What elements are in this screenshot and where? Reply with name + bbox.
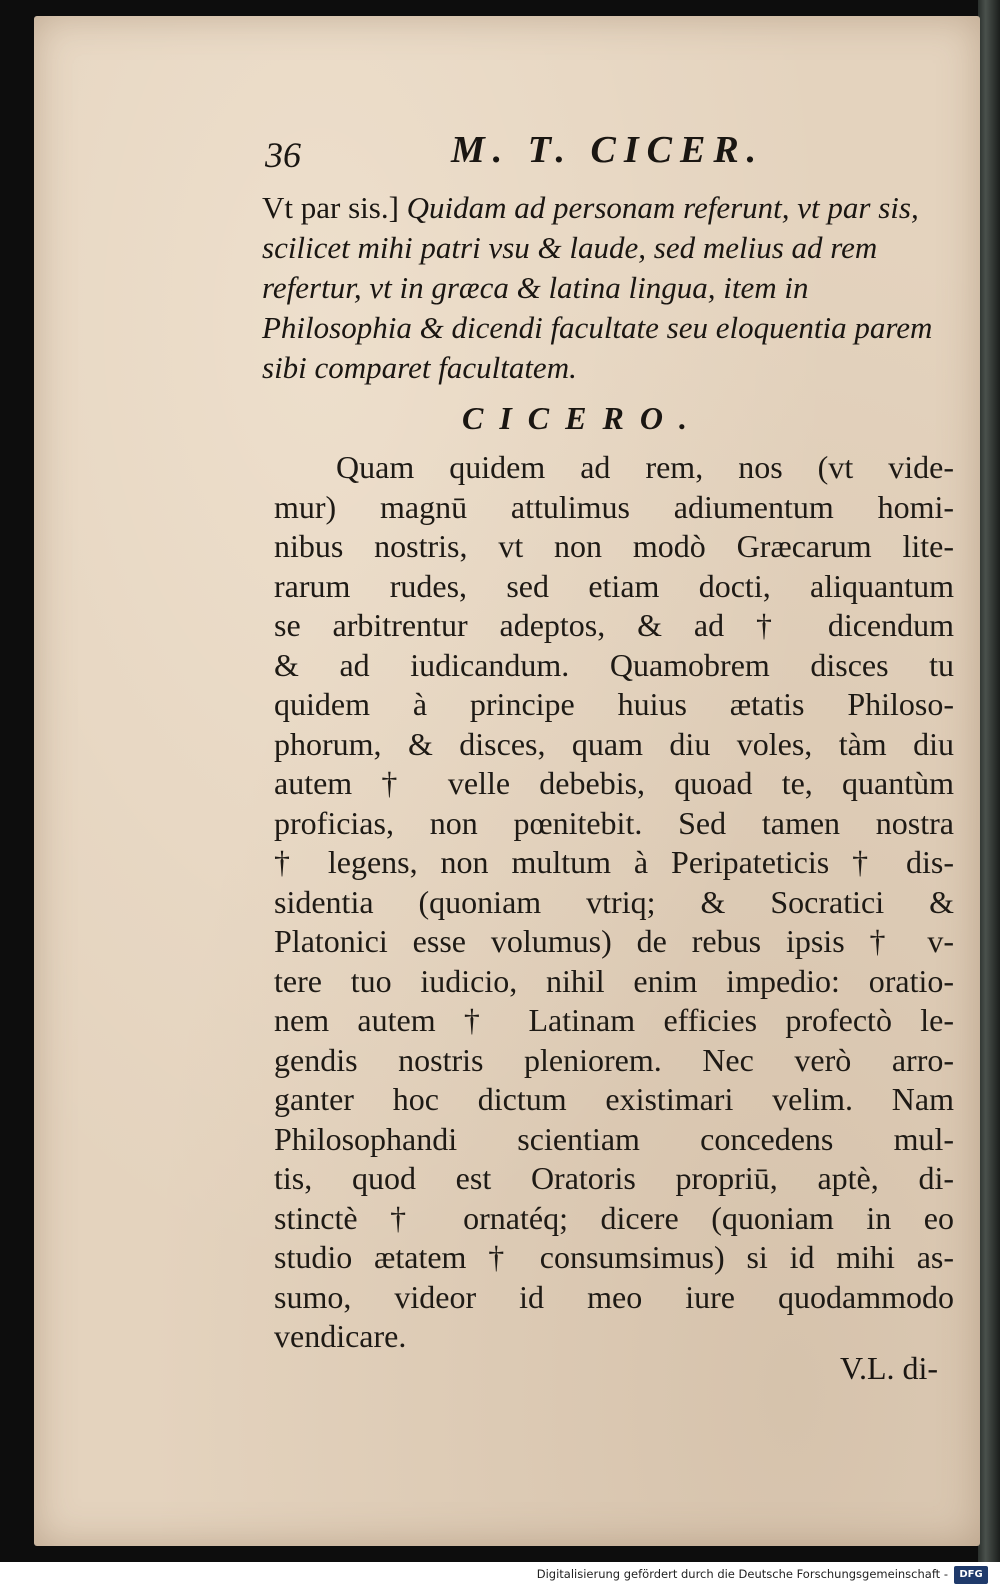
text-line: Platonici esse volumus) de rebus ipsis † v- — [274, 923, 954, 959]
book-edge — [978, 0, 1000, 1562]
text-line: & ad iudicandum. Quamobrem disces tu — [274, 646, 954, 683]
text-line: vendicare. — [274, 1318, 407, 1354]
page-number: 36 — [265, 135, 301, 175]
text-line: nem autem † Latinam efficies profectò le- — [274, 1002, 954, 1038]
funding-credit: Digitalisierung gefördert durch die Deutsche Forschungsgemeinschaft - — [536, 1567, 948, 1581]
commentary-paragraph — [262, 188, 942, 388]
text-line: tere tuo iudicio, nihil enim impedio: oratio- — [274, 962, 954, 999]
running-title: M. T. CICER. — [451, 129, 765, 171]
text-line: nibus nostris, vt non modò Græcarum lite- — [274, 528, 954, 564]
text-line: ganter hoc dictum existimari velim. Nam — [274, 1081, 954, 1117]
main-text-paragraph — [274, 448, 954, 1357]
section-heading: CICERO. — [462, 400, 703, 436]
text-line: proficias, non pœnitebit. Sed tamen nostra — [274, 804, 954, 841]
digitization-footer — [0, 1562, 1000, 1590]
text-line: mur) magnū attulimus adiumentum homi- — [274, 488, 954, 525]
text-line: Quam quidem ad rem, nos (vt vide- — [336, 449, 954, 485]
text-line: phorum, & disces, quam diu voles, tàm diu — [274, 725, 954, 762]
dfg-logo-icon: DFG — [954, 1566, 988, 1584]
text-line: stinctè † ornatéq; dicere (quoniam in eo — [274, 1199, 954, 1236]
text-line: Philosophandi scientiam concedens mul- — [274, 1120, 954, 1157]
text-line: rarum rudes, sed etiam docti, aliquantum — [274, 567, 954, 604]
text-line: se arbitrentur adeptos, & ad † dicendum — [274, 607, 954, 643]
text-line: sidentia (quoniam vtriq; & Socratici & — [274, 883, 954, 920]
commentary-text: Quidam ad personam referunt, vt par sis, scilicet mihi patri vsu & laude, sed melius ad rem refertur, vt in græca & latina lingua, item in Philosophia & dicendi facultate seu eloquentia parem sibi comparet facultatem. — [262, 190, 933, 385]
text-line: gendis nostris pleniorem. Nec verò arro- — [274, 1041, 954, 1078]
catchword: V.L. di- — [840, 1350, 939, 1386]
page-header — [265, 128, 965, 178]
text-line: tis, quod est Oratoris propriū, aptè, di- — [274, 1160, 954, 1196]
text-line: † legens, non multum à Peripateticis † dis- — [274, 844, 954, 880]
text-line: studio ætatem † consumsimus) si id mihi as- — [274, 1239, 954, 1275]
text-line: quidem à principe huius ætatis Philoso- — [274, 686, 954, 722]
text-line: sumo, videor id meo iure quodammodo — [274, 1278, 954, 1315]
text-line: autem † velle debebis, quoad te, quantùm — [274, 765, 954, 801]
commentary-lemma: Vt par sis.] — [262, 190, 399, 225]
